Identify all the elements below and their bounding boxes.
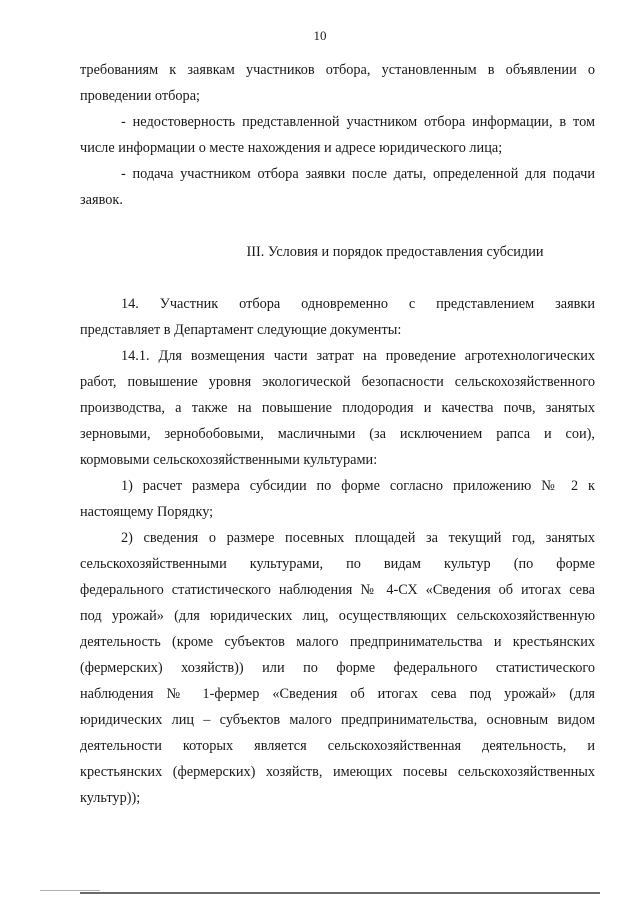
text-line: заявок. [80,192,123,208]
text-line: кормовыми сельскохозяйственными культурами: [80,452,378,468]
text-line: работ, повышение уровня экологической безопасности сельскохозяйственного [80,374,595,390]
text-line: сельскохозяйственными культурами, по видам культур (по форме [80,556,595,572]
page-number: 10 [313,28,327,43]
text-line: 14. Участник отбора одновременно с представлением заявки [121,296,595,312]
text-line: числе информации о месте нахождения и адресе юридического лица; [80,140,503,156]
text-line: представляет в Департамент следующие документы: [80,322,402,338]
text-line: 14.1. Для возмещения части затрат на проведение агротехнологических [121,348,595,364]
text-line: 2) сведения о размере посевных площадей за текущий год, занятых [121,530,595,546]
text-line: производства, а также на повышение плодородия и качества почв, занятых [80,400,595,416]
text-line: требованиям к заявкам участников отбора, установленным в объявлении о [80,62,595,78]
text-line: настоящему Порядку; [80,504,214,520]
text-line: - подача участником отбора заявки после даты, определенной для подачи [121,166,595,182]
text-line: - недостоверность представленной участником отбора информации, в том [121,114,595,130]
text-line: (фермерских) хозяйств)) или по форме федерального статистического [80,660,595,676]
text-line: федерального статистического наблюдения № 4-СХ «Сведения об итогах сева [80,582,595,598]
section-heading: III. Условия и порядок предоставления субсидии [246,244,544,260]
text-line: зерновыми, зернобобовыми, масличными (за исключением рапса и сои), [80,426,595,442]
scan-edge-rule [80,892,600,894]
text-line: наблюдения № 1-фермер «Сведения об итогах сева под урожай» (для [80,686,595,702]
text-line: 1) расчет размера субсидии по форме согласно приложению № 2 к [121,478,595,494]
text-line: юридических лиц – субъектов малого предпринимательства, основным видом [80,712,595,728]
text-line: под урожай» (для юридических лиц, осуществляющих сельскохозяйственную [80,608,595,624]
text-line: деятельность (кроме субъектов малого предпринимательства и крестьянских [80,634,595,650]
text-line: деятельности которых является сельскохозяйственная деятельность, и [80,738,595,754]
text-line: проведении отбора; [80,88,201,104]
scan-edge-mark [40,890,100,891]
text-line: крестьянских (фермерских) хозяйств, имеющих посевы сельскохозяйственных [80,764,595,780]
text-line: культур)); [80,790,141,806]
